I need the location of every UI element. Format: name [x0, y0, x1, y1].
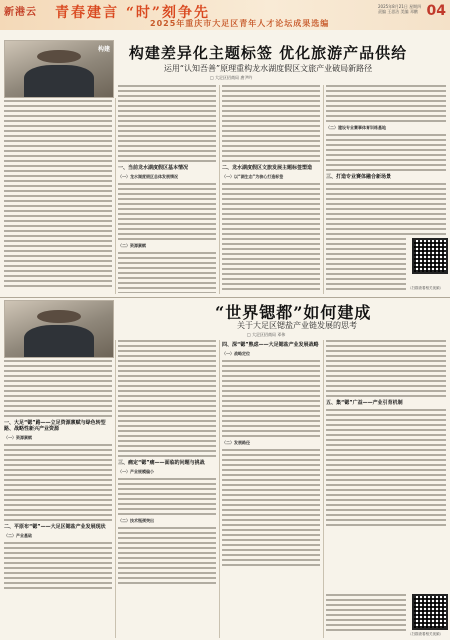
article-1-column-3 [222, 85, 320, 293]
article-2-heading: 一、大足“锶”路——立足资源禀赋与绿色转型路、战略性新兴产业资源 [4, 420, 106, 432]
article-2-column-4-tail [326, 594, 406, 638]
article-1-column-1 [4, 100, 112, 293]
section-subbanner: 2025年重庆市大足区青年人才论坛成果选编 [150, 19, 330, 28]
qr-caption-1: （扫描查看相关视频） [408, 286, 443, 290]
article-divider [0, 297, 450, 298]
newspaper-logo: 新港云 [4, 7, 37, 18]
article-2-subtitle: 关于大足区锶盐产业链发展的思考 [237, 321, 357, 330]
photo-caption: 构建 [97, 46, 110, 53]
article-1-subheading: （二）资源禀赋 [118, 243, 146, 248]
article-2-subheading: （二）技术瓶颈突出 [118, 518, 154, 523]
article-2-subheading: （一）产业规模偏小 [118, 469, 154, 474]
article-2-subheading: （二）发展路径 [222, 440, 250, 445]
article-1-column-4-tail [326, 238, 406, 294]
article-2-subheading: （一）战略定位 [222, 351, 250, 356]
editor-credits: 责编 王思洁 美编 邓鹏 [378, 9, 418, 14]
article-1-title: 构建差异化主题标签 优化旅游产品供给 [128, 44, 408, 62]
article-2-column-4 [326, 340, 446, 590]
article-2-title: “世界锶都”如何建成 [215, 303, 372, 322]
article-2-heading: 四、深“锶”熟虑——大足锶盐产业发展战略 [222, 342, 319, 348]
article-1-heading: 三、打造专业赛体融合新场景 [326, 174, 392, 180]
qr-code-2[interactable] [412, 594, 448, 630]
article-1-heading: 二、龙水湖度假区文旅发展主题标签塑造 [222, 165, 313, 171]
issue-date: 2025年8月21日 星期四 [378, 4, 422, 9]
article-2-column-3 [222, 340, 320, 638]
article-1-subtitle: 运用“认知吾善”原理重构龙水湖度假区文旅产业破局新路径 [163, 64, 373, 73]
article-1-subheading: （一）龙水湖度假区总体发展情况 [118, 174, 178, 179]
author-photo-1 [4, 40, 114, 98]
article-2-subheading: （二）产业基础 [4, 533, 32, 538]
section-banner: 青春建言 “时”刻争先 [55, 5, 210, 21]
dateline [378, 4, 421, 14]
article-2-column-1 [4, 360, 112, 638]
author-photo-2 [4, 300, 114, 358]
qr-code-1[interactable] [412, 238, 448, 274]
article-1-subheading: （二）建设专业赛事体育训练基地 [326, 125, 386, 130]
article-2-subheading: （一）资源禀赋 [4, 435, 32, 440]
page-number: 04 [426, 3, 446, 19]
article-1-subheading: （一）以“湖生态”为核心打造标签 [222, 174, 284, 179]
qr-caption-2: （扫描查看相关视频） [408, 632, 443, 636]
article-1-heading: 一、当前龙水湖度假区基本情况 [118, 165, 189, 171]
masthead [0, 0, 450, 30]
article-2-heading: 二、平原布“锶”——大足区锶盐产业发展现状 [4, 524, 106, 530]
article-1-column-2 [118, 85, 216, 293]
article-2-author: □ 大足区招商局 邓伟 [247, 332, 286, 337]
article-2-heading: 三、痛定“锶”痛——面临的问题与挑战 [118, 460, 205, 466]
article-1-author: □ 大足区招商局 唐尹吟 [210, 75, 253, 80]
article-2-column-2 [118, 340, 216, 638]
article-1-column-4 [326, 85, 446, 235]
article-2-heading: 五、集“锶”广益——产业引育机制 [326, 400, 403, 406]
